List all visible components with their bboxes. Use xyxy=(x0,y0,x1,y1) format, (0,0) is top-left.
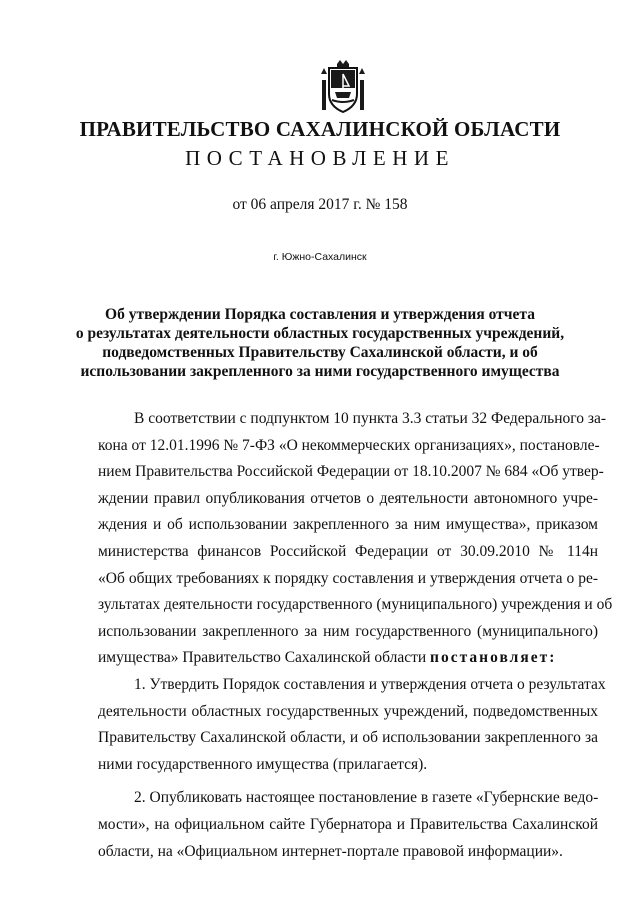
coat-of-arms-icon xyxy=(319,60,367,114)
preamble-line: использовании закрепленного за ним государственного (муниципального) xyxy=(98,622,598,640)
decree-keyword: постановляет: xyxy=(430,649,557,667)
preamble-line: «Об общих требованиях к порядку составления и утверждения отчета о ре- xyxy=(98,569,598,587)
preamble-lead: имущества» Правительство Сахалинской области xyxy=(98,649,427,667)
preamble-last-line xyxy=(98,645,598,672)
city-name: г. Южно-Сахалинск xyxy=(273,251,367,263)
item-line: ними государственного имущества (прилагается). xyxy=(98,755,428,773)
preamble-line: кона от 12.01.1996 № 7-ФЗ «О некоммерческих организациях», постановле- xyxy=(98,436,600,454)
item-line: 2. Опубликовать настоящее постановление в газете «Губернские ведо- xyxy=(134,789,599,807)
preamble-line: В соответствии с подпунктом 10 пункта 3.3 статьи 32 Федерального за- xyxy=(134,410,607,427)
title-line: подведомственных Правительству Сахалинской области, и об xyxy=(102,344,538,361)
date-and-number: от 06 апреля 2017 г. № 158 xyxy=(232,196,408,213)
government-name: ПРАВИТЕЛЬСТВО САХАЛИНСКОЙ ОБЛАСТИ xyxy=(79,117,561,141)
item-line: Правительству Сахалинской области, и об использовании закрепленного за xyxy=(98,729,598,747)
preamble-line: ждении правил опубликования отчетов о деятельности автономного учре- xyxy=(98,489,598,507)
item-line: деятельности областных государственных учреждений, подведомственных xyxy=(98,702,598,720)
item-line: области, на «Официальном интернет-портале правовой информации». xyxy=(98,842,563,860)
title-line: о результатах деятельности областных государственных учреждений, xyxy=(75,325,565,342)
item-line: 1. Утвердить Порядок составления и утверждения отчета о результатах xyxy=(134,675,606,693)
item-line: мости», на официальном сайте Губернатора и Правительства Сахалинской xyxy=(98,815,598,833)
preamble-line: ждения и об использовании закрепленного за ним имущества», приказом xyxy=(98,516,598,534)
document-body xyxy=(98,406,613,865)
preamble-line: нием Правительства Российской Федерации от 18.10.2007 № 684 «Об утвер- xyxy=(98,463,604,481)
title-line: использовании закрепленного за ними государственного имущества xyxy=(80,363,560,380)
title-line: Об утверждении Порядка составления и утверждения отчета xyxy=(105,306,535,323)
preamble-line: зультатах деятельности государственного (муниципального) учреждения и об xyxy=(98,596,613,614)
document-type: ПОСТАНОВЛЕНИЕ xyxy=(185,146,455,170)
preamble-line: министерства финансов Российской Федерации от 30.09.2010 № 114н xyxy=(98,542,598,560)
